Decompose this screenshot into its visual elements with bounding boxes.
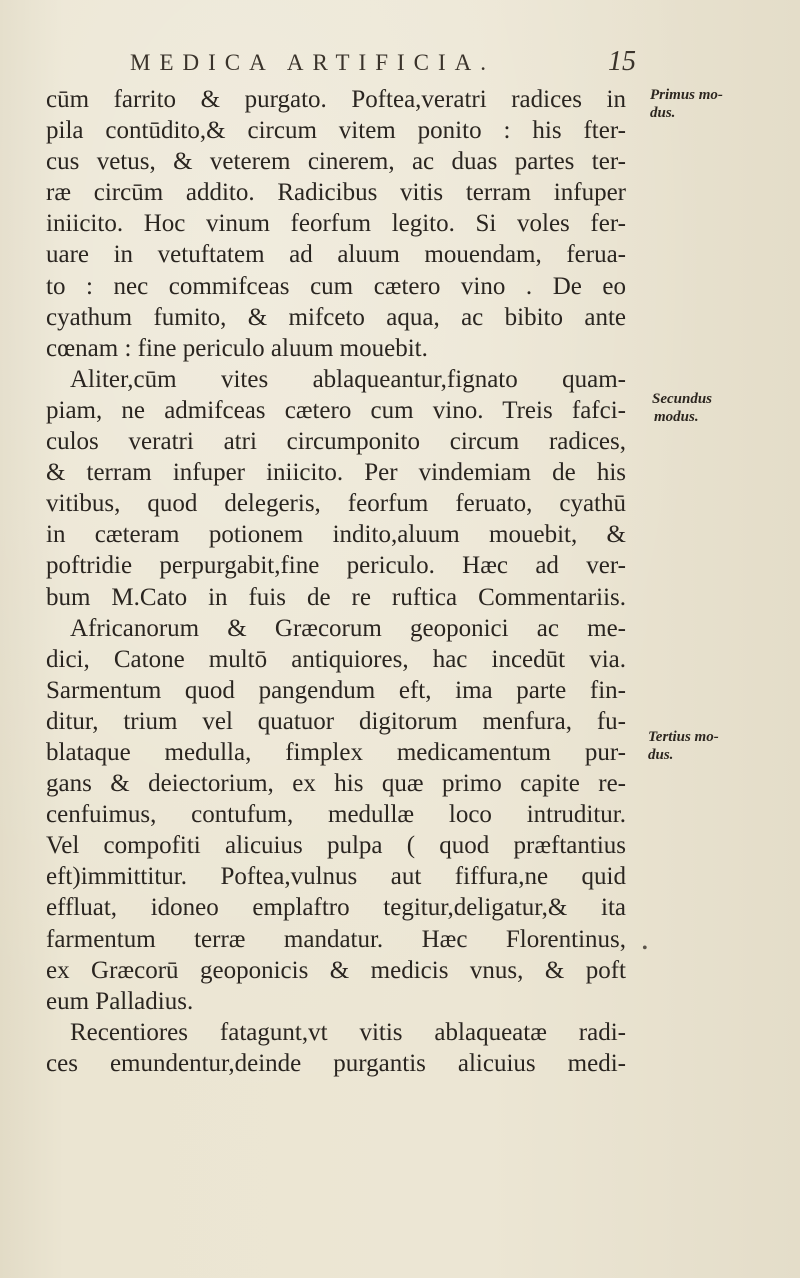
text-line: dici, Catone multō antiquiores, hac incedūt via. bbox=[46, 645, 626, 673]
margin-note-line: dus. bbox=[648, 747, 674, 763]
running-title: MEDICA ARTIFICIA. bbox=[130, 50, 496, 75]
page-number: 15 bbox=[608, 46, 636, 77]
marginal-dot: • bbox=[642, 940, 648, 957]
text-line: eum Palladius. bbox=[46, 987, 194, 1015]
margin-note-line: dus. bbox=[650, 105, 676, 121]
text-line: Vel compofiti alicuius pulpa ( quod præftantius bbox=[46, 832, 626, 860]
text-line: cœnam : fine periculo aluum mouebit. bbox=[46, 334, 428, 362]
margin-note-secundus-modus bbox=[652, 390, 762, 426]
text-line: culos veratri atri circumponito circum radices, bbox=[46, 428, 626, 456]
text-line: poftridie perpurgabit,fine periculo. Hæc ad ver- bbox=[46, 552, 626, 580]
text-line: Recentiores fatagunt,vt vitis ablaqueatæ radi- bbox=[70, 1018, 626, 1046]
margin-note-line: modus. bbox=[654, 409, 699, 425]
text-line: Aliter,cūm vites ablaqueantur,fignato quam- bbox=[70, 365, 626, 393]
text-line: eft)immittitur. Poftea,vulnus aut fiffura,ne quid bbox=[46, 863, 626, 891]
text-line: bum M.Cato in fuis de re ruftica Commentariis. bbox=[46, 583, 626, 611]
text-line: ex Græcorū geoponicis & medicis vnus, & poft bbox=[46, 956, 626, 984]
text-line: cenfuimus, contufum, medullæ loco intruditur. bbox=[46, 801, 626, 829]
margin-note-line: Tertius mo- bbox=[648, 729, 719, 745]
text-line: cūm farrito & purgato. Poftea,veratri radices in bbox=[46, 86, 626, 113]
text-line: farmentum terræ mandatur. Hæc Florentinus, bbox=[46, 925, 626, 953]
margin-note-primus-modus bbox=[650, 86, 760, 122]
text-line: vitibus, quod delegeris, feorfum feruato, cyathū bbox=[46, 490, 626, 518]
text-line: to : nec commifceas cum cætero vino . De eo bbox=[46, 272, 626, 300]
margin-note-tertius-modus bbox=[648, 728, 758, 764]
text-line: in cæteram potionem indito,aluum mouebit, & bbox=[46, 521, 626, 549]
margin-note-line: Primus mo- bbox=[650, 87, 723, 103]
text-line: gans & deiectorium, ex his quæ primo capite re- bbox=[46, 770, 626, 798]
text-line: piam, ne admifceas cætero cum vino. Treis fafci- bbox=[46, 396, 626, 424]
page-header bbox=[0, 42, 800, 82]
text-line: pila contūdito,& circum vitem ponito : his fter- bbox=[46, 117, 626, 145]
text-line: blataque medulla, fimplex medicamentum pur- bbox=[46, 738, 626, 766]
text-line: iniicito. Hoc vinum feorfum legito. Si voles fer- bbox=[46, 210, 626, 238]
text-line: ces emundentur,deinde purgantis alicuius medi- bbox=[46, 1049, 626, 1077]
text-line: uare in vetuftatem ad aluum mouendam, ferua- bbox=[46, 241, 626, 269]
margin-note-line: Secundus bbox=[652, 391, 713, 407]
text-line: Africanorum & Græcorum geoponici ac me- bbox=[70, 614, 626, 642]
text-line: cyathum fumito, & mifceto aqua, ac bibito ante bbox=[46, 303, 626, 331]
text-line: cus vetus, & veterem cinerem, ac duas partes ter- bbox=[46, 148, 626, 176]
text-line: effluat, idoneo emplaftro tegitur,deligatur,& ita bbox=[46, 894, 626, 922]
body-text bbox=[46, 84, 626, 1079]
text-line: ditur, trium vel quatuor digitorum menfura, fu- bbox=[46, 707, 626, 735]
text-line: & terram infuper iniicito. Per vindemiam de his bbox=[46, 459, 626, 487]
text-line: ræ circūm addito. Radicibus vitis terram infuper bbox=[46, 179, 626, 207]
text-line: Sarmentum quod pangendum eft, ima parte fin- bbox=[46, 676, 626, 704]
